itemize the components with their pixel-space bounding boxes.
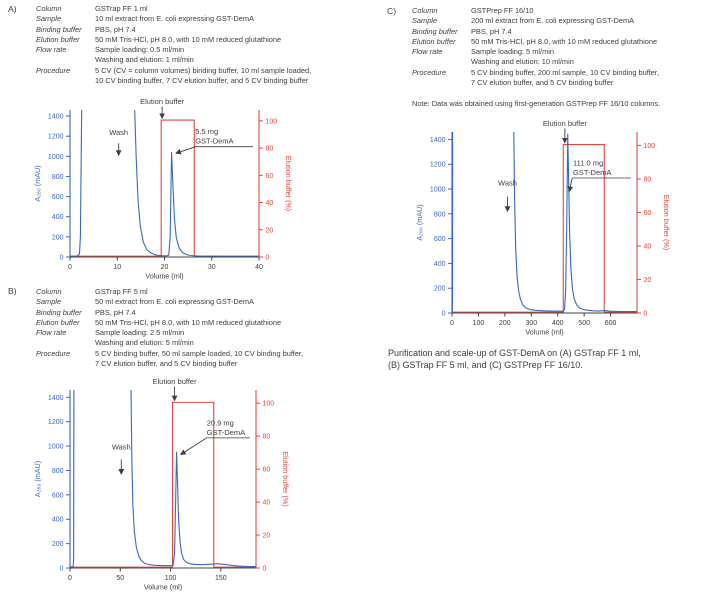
condition-value: 5 CV binding buffer, 200 ml sample, 10 CV binding buffer, 7 CV elution buffer, and 5 CV binding buffer: [471, 67, 659, 88]
absorbance-curve: [452, 115, 637, 312]
right-tick-label: 60: [643, 209, 652, 217]
condition-value: GSTPrep FF 16/10: [471, 6, 534, 15]
bottom-tick-label: 100: [472, 320, 485, 327]
right-axis-title: Elution buffer (%): [662, 194, 671, 251]
condition-label: Procedure: [412, 67, 447, 77]
left-tick-label: 1400: [429, 136, 446, 144]
condition-label: Procedure: [36, 65, 71, 75]
product-amount-label: 111.0 mg: [573, 158, 604, 168]
left-tick-label: 400: [51, 516, 64, 524]
left-tick-label: 1000: [429, 186, 446, 194]
right-tick-label: 40: [265, 200, 274, 208]
condition-label: Flow rate: [36, 45, 67, 55]
x-axis-title: Volume (ml): [143, 582, 183, 592]
left-tick-label: 1200: [429, 161, 446, 169]
right-axis-title: Elution buffer (%): [284, 155, 293, 212]
product-arrow: [569, 178, 572, 191]
right-tick-label: 20: [643, 276, 652, 284]
condition-row: [36, 66, 311, 87]
condition-value: 200 ml extract from E. coli expressing GST-DemA: [471, 16, 635, 26]
right-tick-label: 60: [265, 172, 274, 180]
bottom-tick-label: 600: [604, 320, 617, 327]
condition-value: 50 mM Tris-HCl, pH 8.0, with 10 mM reduced glutathione: [471, 36, 658, 46]
product-name-label: GST-DemA: [195, 136, 234, 146]
bottom-tick-label: 0: [68, 575, 72, 582]
condition-row: [36, 349, 303, 370]
condition-row: [36, 4, 311, 14]
right-tick-label: 80: [262, 433, 271, 441]
conditions-table-a: [36, 4, 311, 86]
right-tick-label: 60: [262, 466, 271, 474]
condition-label: Elution buffer: [36, 34, 80, 44]
left-tick-label: 600: [51, 492, 64, 500]
condition-label: Column: [412, 6, 438, 15]
left-tick-label: 200: [51, 541, 64, 549]
wash-label: Wash: [111, 442, 131, 452]
left-tick-label: 1400: [47, 394, 64, 402]
right-tick-label: 80: [265, 145, 274, 153]
left-tick-label: 200: [433, 285, 446, 293]
product-name-label: GST-DemA: [206, 427, 246, 437]
left-tick-label: 0: [441, 310, 446, 318]
bottom-tick-label: 0: [68, 264, 72, 271]
condition-row: [36, 308, 303, 318]
condition-row: [36, 14, 311, 24]
bottom-tick-label: 200: [499, 320, 511, 327]
figure-caption: [388, 348, 700, 371]
condition-row: [412, 16, 659, 26]
bottom-tick-label: 150: [214, 575, 227, 582]
absorbance-curve: [70, 373, 256, 567]
condition-label: Column: [36, 4, 62, 13]
condition-value: PBS, pH 7.4: [95, 24, 136, 34]
condition-label: Sample: [412, 16, 438, 26]
right-tick-label: 20: [262, 532, 271, 540]
wash-label: Wash: [109, 128, 129, 138]
product-arrow: [176, 147, 194, 153]
panel-b-letter: B): [8, 286, 17, 296]
right-tick-label: 80: [643, 176, 652, 184]
bottom-tick-label: 30: [207, 264, 216, 271]
condition-value: 50 ml extract from E. coli expressing GST-DemA: [95, 297, 254, 307]
condition-label: Elution buffer: [412, 36, 456, 46]
left-tick-label: 1200: [47, 419, 64, 427]
right-axis-title: Elution buffer (%): [281, 451, 290, 507]
bottom-tick-label: 100: [164, 575, 177, 582]
wash-label: Wash: [498, 178, 517, 188]
left-axis-title: A₂₈₀ (mAU): [415, 204, 424, 241]
condition-value: PBS, pH 7.4: [95, 307, 136, 317]
product-amount-label: 5.5 mg: [195, 127, 219, 137]
condition-label: Flow rate: [36, 328, 67, 338]
left-tick-label: 400: [433, 260, 446, 268]
condition-value: 10 ml extract from E. coli expressing GST-DemA: [95, 14, 254, 24]
elution-buffer-label: Elution buffer: [542, 119, 587, 128]
condition-row: [412, 6, 659, 16]
product-arrow: [181, 438, 206, 454]
condition-row: [36, 25, 311, 35]
condition-value: GSTrap FF 5 ml: [95, 287, 148, 296]
chromatogram-panel-b: [30, 373, 295, 599]
condition-value: 50 mM Tris-HCl, pH 8.0, with 10 mM reduced glutathione: [95, 34, 282, 44]
left-tick-label: 200: [51, 234, 64, 242]
left-tick-label: 800: [51, 467, 64, 475]
right-tick-label: 40: [262, 499, 271, 507]
left-axis-title: A₂₈₀ (mAU): [33, 460, 42, 498]
condition-row: [412, 27, 659, 37]
condition-row: [36, 45, 311, 66]
right-tick-label: 100: [262, 400, 275, 408]
x-axis-title: Volume (ml): [525, 327, 564, 337]
bottom-tick-label: 300: [525, 320, 538, 327]
condition-row: [36, 318, 303, 328]
product-amount-label: 20.9 mg: [206, 418, 234, 428]
condition-value: GSTrap FF 1 ml: [95, 4, 148, 13]
condition-label: Binding buffer: [412, 26, 458, 36]
figure-caption-line-1: Purification and scale-up of GST-DemA on (A) GSTrap FF 1 ml,: [388, 348, 641, 358]
condition-value: Sample loading: 5 ml/min Washing and elution: 10 ml/min: [471, 47, 574, 67]
condition-value: Sample loading: 0.5 ml/min Washing and elution: 1 ml/min: [95, 45, 194, 65]
x-axis-title: Volume (ml): [145, 271, 184, 281]
panel-c-letter: C): [387, 6, 397, 16]
right-tick-label: 100: [265, 118, 278, 126]
condition-label: Procedure: [36, 348, 71, 358]
condition-value: 5 CV binding buffer, 50 ml sample loaded, 10 CV binding buffer, 7 CV elution buffer, and 5 CV binding buffer: [95, 348, 304, 369]
elution-buffer-label: Elution buffer: [152, 377, 197, 386]
condition-value: 50 mM Tris-HCl, pH 8.0, with 10 mM reduced glutathione: [95, 317, 282, 327]
condition-row: [36, 297, 303, 307]
left-tick-label: 1000: [47, 443, 64, 451]
left-tick-label: 1400: [47, 113, 64, 121]
condition-value: 5 CV (CV = column volumes) binding buffer, 10 ml sample loaded, 10 CV binding buffer, 7 CV elution buffer, and 5 CV binding buffer: [95, 65, 312, 86]
bottom-tick-label: 0: [450, 320, 454, 327]
right-tick-label: 0: [262, 565, 267, 573]
right-tick-label: 40: [643, 243, 652, 251]
condition-label: Sample: [36, 14, 62, 24]
condition-label: Binding buffer: [36, 307, 82, 317]
condition-label: Column: [36, 287, 62, 296]
bottom-tick-label: 40: [255, 264, 263, 271]
product-name-label: GST-DemA: [573, 167, 612, 177]
bottom-tick-label: 500: [578, 320, 590, 327]
left-tick-label: 800: [433, 211, 446, 219]
condition-label: Flow rate: [412, 47, 443, 57]
left-tick-label: 1200: [47, 133, 64, 141]
condition-row: [412, 47, 659, 68]
right-tick-label: 100: [643, 142, 656, 150]
bottom-tick-label: 20: [160, 264, 169, 271]
condition-label: Sample: [36, 297, 62, 307]
left-tick-label: 0: [59, 254, 64, 262]
bottom-tick-label: 10: [113, 264, 122, 271]
left-tick-label: 800: [51, 173, 64, 181]
left-tick-label: 600: [433, 236, 446, 244]
condition-row: [36, 287, 303, 297]
left-tick-label: 400: [51, 214, 64, 222]
left-tick-label: 1000: [47, 153, 64, 161]
conditions-table-c: [412, 6, 659, 88]
condition-label: Binding buffer: [36, 24, 82, 34]
condition-value: PBS, pH 7.4: [471, 26, 512, 36]
bottom-tick-label: 50: [116, 575, 125, 582]
condition-row: [412, 68, 659, 89]
condition-row: [412, 37, 659, 47]
conditions-table-b: [36, 287, 303, 369]
left-axis-title: A₂₈₀ (mAU): [33, 165, 42, 202]
chromatogram-panel-a: [30, 93, 295, 283]
left-tick-label: 0: [59, 565, 64, 573]
condition-row: [36, 35, 311, 45]
condition-label: Elution buffer: [36, 317, 80, 327]
right-tick-label: 0: [265, 254, 270, 262]
panel-a-letter: A): [8, 4, 17, 14]
left-tick-label: 600: [51, 194, 64, 202]
chromatogram-panel-c: [405, 110, 705, 345]
condition-value: Sample loading: 2.5 ml/min Washing and elution: 5 ml/min: [95, 328, 194, 348]
right-tick-label: 0: [643, 310, 648, 318]
right-tick-label: 20: [265, 227, 274, 235]
figure-caption-line-2: (B) GSTrap FF 5 ml, and (C) GSTPrep FF 16/10.: [388, 359, 583, 370]
panel-c-note: Note: Data was obtained using first-generation GSTPrep FF 16/10 columns.: [412, 99, 661, 108]
elution-buffer-label: Elution buffer: [140, 97, 185, 106]
bottom-tick-label: 400: [551, 320, 564, 327]
condition-row: [36, 328, 303, 349]
